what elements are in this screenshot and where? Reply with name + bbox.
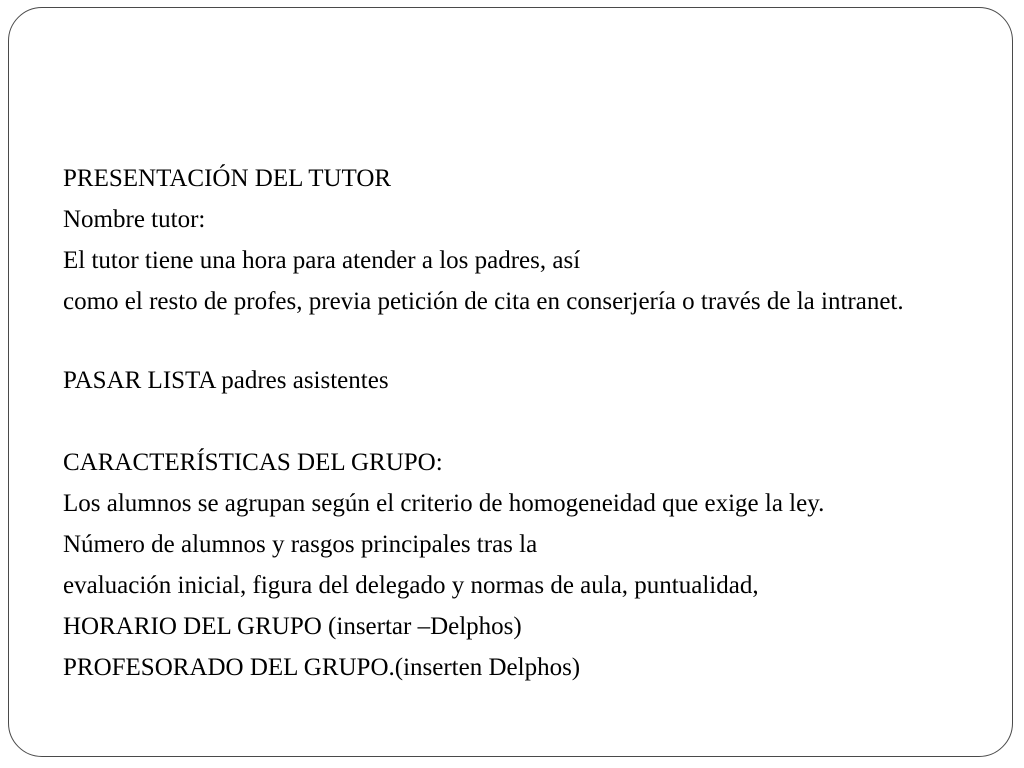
text-horario-grupo: HORARIO DEL GRUPO (insertar –Delphos) (63, 613, 522, 640)
text-numero-alumnos: Número de alumnos y rasgos principales tras la (63, 531, 538, 558)
heading-presentacion-tutor: PRESENTACIÓN DEL TUTOR (63, 165, 392, 192)
text-agrupacion-alumnos: Los alumnos se agrupan según el criterio de homogeneidad que exige la ley. (63, 490, 825, 517)
heading-caracteristicas-grupo: CARACTERÍSTICAS DEL GRUPO: (63, 449, 443, 476)
text-hora-atencion: El tutor tiene una hora para atender a los padres, así (63, 247, 581, 274)
spacer (63, 319, 943, 360)
slide-frame (8, 7, 1013, 757)
text-pasar-lista: PASAR LISTA padres asistentes (63, 367, 389, 394)
text-peticion-cita: como el resto de profes, previa petición de cita en conserjería o través de la intranet. (63, 288, 904, 315)
text-profesorado-grupo: PROFESORADO DEL GRUPO.(inserten Delphos) (63, 654, 581, 681)
spacer (63, 401, 943, 442)
slide-body (63, 158, 943, 688)
text-nombre-tutor: Nombre tutor: (63, 206, 206, 233)
text-evaluacion-inicial: evaluación inicial, figura del delegado y normas de aula, puntualidad, (63, 572, 759, 599)
